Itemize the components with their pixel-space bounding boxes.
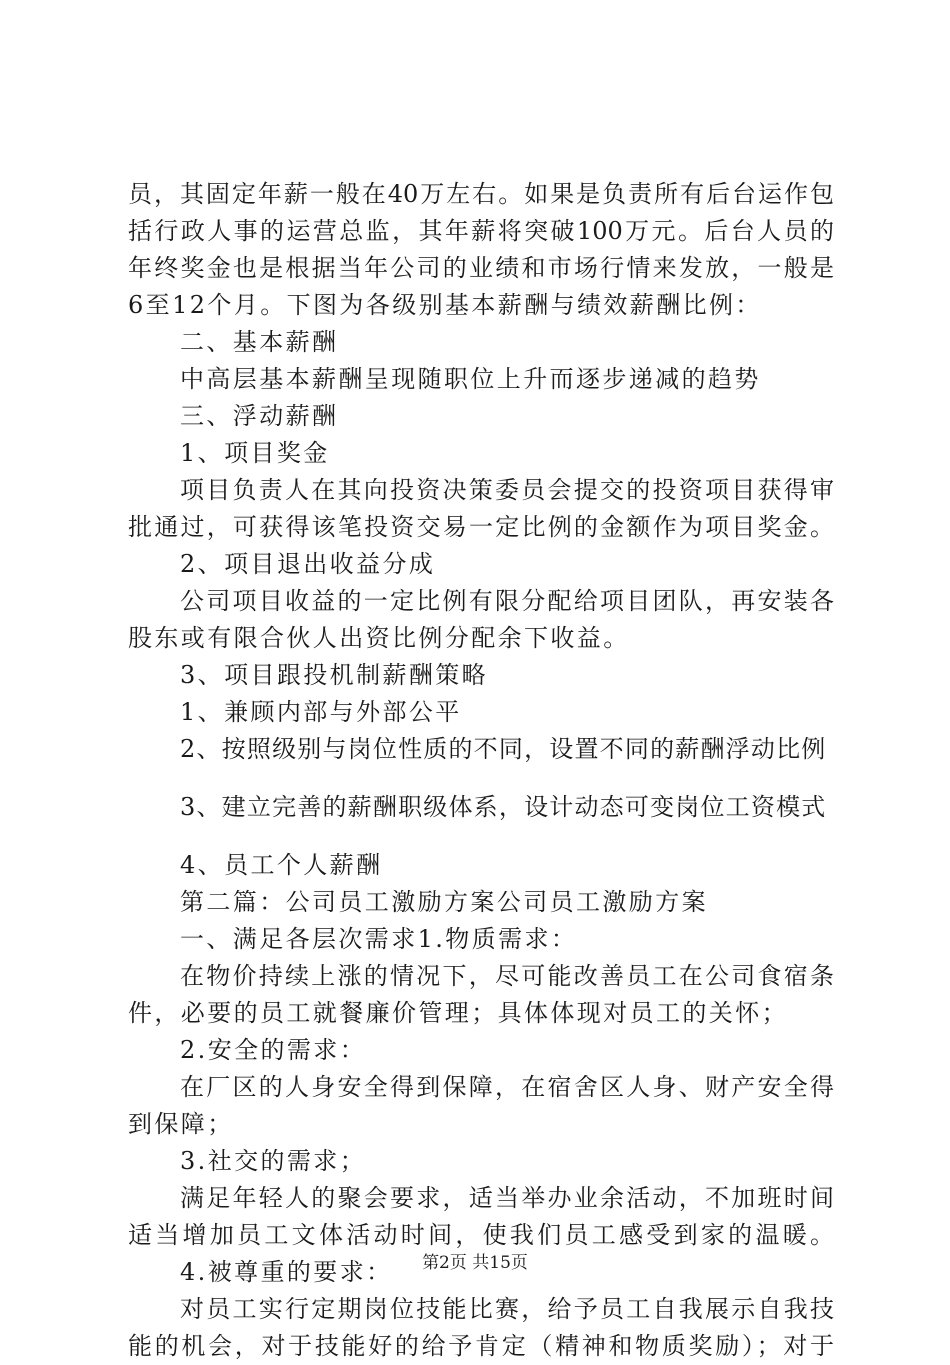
paragraph-line: 在厂区的人身安全得到保障，在宿舍区人身、财产安全得 — [180, 1073, 834, 1101]
page-number-footer: 第2页 共15页 — [422, 1253, 528, 1273]
subsection-heading: 2、项目退出收益分成 — [180, 550, 436, 578]
list-item: 2、按照级别与岗位性质的不同，设置不同的薪酬浮动比例 — [180, 735, 827, 763]
paragraph-line: 批通过，可获得该笔投资交易一定比例的金额作为项目奖金。 — [128, 513, 834, 541]
subsection-heading: 3、项目跟投机制薪酬策略 — [180, 661, 489, 689]
section-heading: 二、基本薪酬 — [180, 328, 339, 356]
paragraph-line: 能的机会，对于技能好的给予肯定（精神和物质奖励）；对于 — [128, 1332, 834, 1360]
section-heading: 一、满足各层次需求1.物质需求： — [180, 925, 578, 953]
paragraph-line: 在物价持续上涨的情况下，尽可能改善员工在公司食宿条 — [180, 962, 834, 990]
paragraph-line: 中高层基本薪酬呈现随职位上升而逐步递减的趋势 — [180, 365, 761, 393]
paragraph-line: 6至12个月。下图为各级别基本薪酬与绩效薪酬比例： — [128, 291, 762, 319]
paragraph-line: 到保障； — [128, 1110, 234, 1138]
paragraph-line: 括行政人事的运营总监，其年薪将突破100万元。后台人员的 — [128, 217, 834, 245]
paragraph-line: 员，其固定年薪一般在40万左右。如果是负责所有后台运作包 — [128, 180, 834, 208]
chapter-heading: 第二篇：公司员工激励方案公司员工激励方案 — [180, 888, 708, 916]
list-item: 3、建立完善的薪酬职级体系，设计动态可变岗位工资模式 — [180, 793, 827, 821]
subsection-heading: 3.社交的需求； — [180, 1147, 367, 1175]
paragraph-line: 满足年轻人的聚会要求，适当举办业余活动，不加班时间 — [180, 1184, 834, 1212]
subsection-heading: 2.安全的需求： — [180, 1036, 367, 1064]
paragraph-line: 适当增加员工文体活动时间，使我们员工感受到家的温暖。 — [128, 1221, 834, 1249]
paragraph-line: 年终奖金也是根据当年公司的业绩和市场行情来发放，一般是 — [128, 254, 834, 282]
paragraph-line: 对员工实行定期岗位技能比赛，给予员工自我展示自我技 — [180, 1295, 834, 1323]
paragraph-line: 股东或有限合伙人出资比例分配余下收益。 — [128, 624, 630, 652]
list-item: 1、兼顾内部与外部公平 — [180, 698, 462, 726]
subsection-heading: 1、项目奖金 — [180, 439, 330, 467]
list-item: 4、员工个人薪酬 — [180, 851, 383, 879]
paragraph-line: 公司项目收益的一定比例有限分配给项目团队，再安装各 — [180, 587, 834, 615]
paragraph-line: 件，必要的员工就餐廉价管理；具体体现对员工的关怀； — [128, 999, 788, 1027]
paragraph-line: 项目负责人在其向投资决策委员会提交的投资项目获得审 — [180, 476, 834, 504]
section-heading: 三、浮动薪酬 — [180, 402, 339, 430]
subsection-heading: 4.被尊重的要求： — [180, 1258, 393, 1286]
document-body — [128, 176, 834, 1365]
